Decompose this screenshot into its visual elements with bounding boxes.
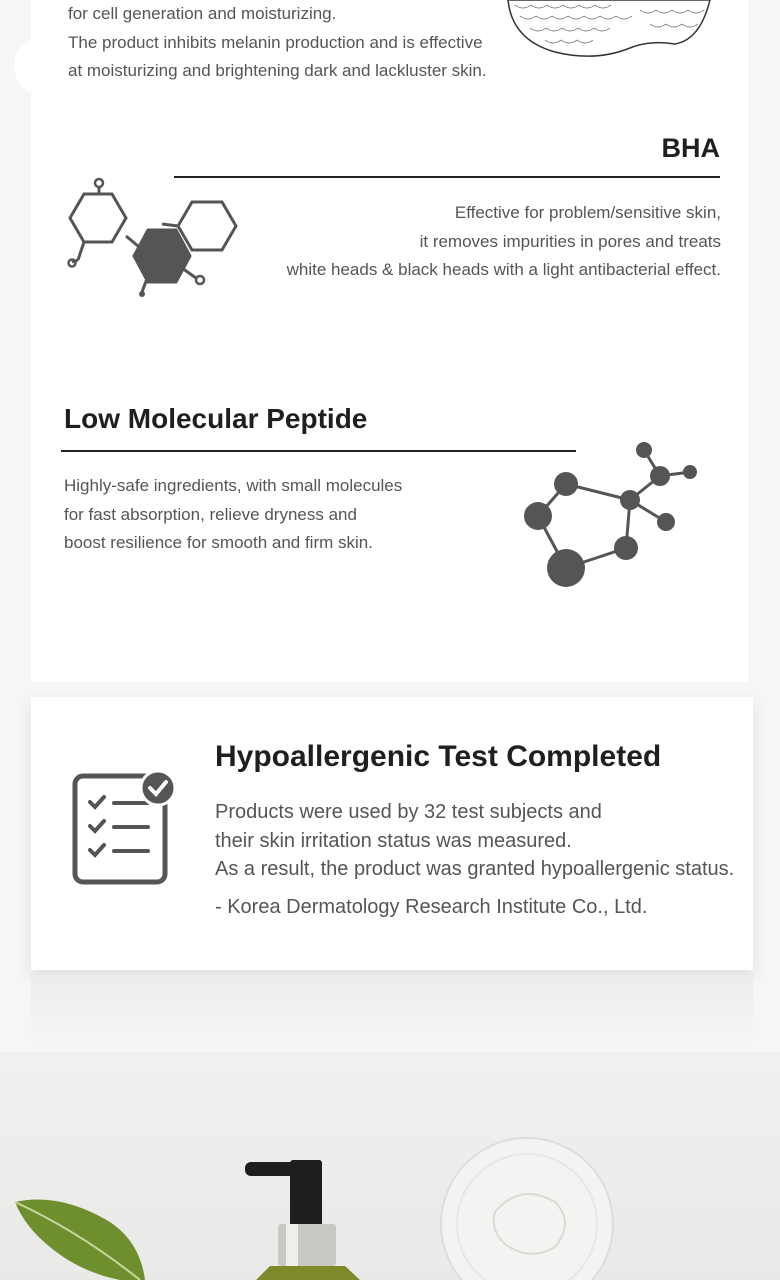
bha-line: white heads & black heads with a light antibacterial effect. bbox=[286, 260, 721, 279]
hypoallergenic-line: their skin irritation status was measured. bbox=[215, 829, 572, 852]
cosmetic-dish-icon bbox=[441, 1138, 613, 1280]
peptide-line: Highly-safe ingredients, with small molecules bbox=[64, 476, 403, 495]
card-shadow bbox=[31, 975, 753, 1043]
intro-line: The product inhibits melanin production and is effective bbox=[68, 32, 483, 52]
leaf-icon bbox=[15, 1200, 145, 1280]
peptide-divider bbox=[61, 450, 576, 452]
ball-stick-molecule-icon bbox=[520, 438, 710, 593]
bha-heading: BHA bbox=[661, 133, 720, 163]
decorative-circle bbox=[14, 36, 74, 96]
hypoallergenic-heading: Hypoallergenic Test Completed bbox=[215, 740, 662, 773]
checklist-clipboard-icon bbox=[70, 768, 180, 888]
hexagon-molecule-icon bbox=[64, 176, 244, 304]
test-source: - Korea Dermatology Research Institute Co., Ltd. bbox=[215, 896, 648, 918]
product-photo bbox=[0, 1052, 780, 1280]
hypoallergenic-line: As a result, the product was granted hypoallergenic status. bbox=[215, 858, 735, 880]
intro-line: at moisturizing and brightening dark and lackluster skin. bbox=[68, 61, 487, 80]
hypoallergenic-description bbox=[215, 798, 734, 884]
bha-line: it removes impurities in pores and treats bbox=[419, 231, 721, 251]
pump-bottle-icon bbox=[245, 1160, 360, 1280]
intro-text bbox=[68, 0, 487, 86]
bha-description bbox=[287, 199, 721, 285]
peptide-line: boost resilience for smooth and firm skin. bbox=[64, 533, 373, 552]
peptide-description bbox=[64, 472, 402, 558]
truffle-illustration-icon bbox=[500, 0, 715, 60]
bha-line: Effective for problem/sensitive skin, bbox=[454, 203, 721, 222]
hypoallergenic-line: Products were used by 32 test subjects and bbox=[215, 801, 602, 823]
intro-line: for cell generation and moisturizing. bbox=[68, 4, 337, 23]
peptide-heading: Low Molecular Peptide bbox=[64, 403, 368, 434]
peptide-line: for fast absorption, relieve dryness and bbox=[64, 504, 357, 524]
bha-divider bbox=[174, 176, 720, 178]
